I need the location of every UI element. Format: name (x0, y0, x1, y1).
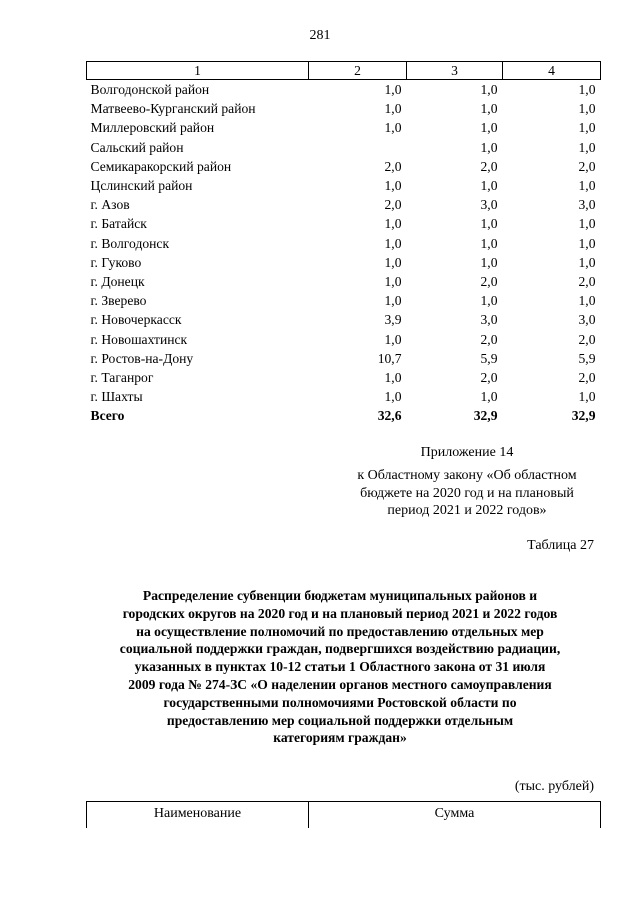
table-row (87, 253, 601, 272)
column-header-3: 3 (407, 62, 503, 80)
cell-2022: 3,0 (578, 312, 596, 328)
cell-2020: 1,0 (384, 120, 402, 136)
heading-line: категориям граждан» (273, 730, 407, 746)
cell-name: Цслинский район (90, 178, 193, 194)
allocation-table (86, 61, 601, 426)
cell-2021: 1,0 (480, 178, 498, 194)
cell-2021: 3,0 (480, 197, 498, 213)
column-header-name: Наименование (87, 802, 309, 829)
cell-2021: 1,0 (480, 120, 498, 136)
appendix-line: к Областному закону «Об областном (357, 468, 577, 483)
cell-name: г. Батайск (90, 216, 147, 232)
heading-line: социальной поддержки граждан, подвергшихся воздействию радиации, (119, 641, 561, 657)
column-header-4: 4 (503, 62, 601, 80)
table-body (87, 80, 601, 426)
cell-2020: 1,0 (384, 101, 402, 117)
cell-2022: 32,9 (571, 408, 596, 424)
heading-line: 2009 года № 274-ЗС «О наделении органов местного самоуправления (128, 676, 552, 692)
cell-2021: 1,0 (480, 293, 498, 309)
cell-2020: 1,0 (384, 293, 402, 309)
cell-2022: 1,0 (578, 120, 596, 136)
cell-2020: 1,0 (384, 235, 402, 251)
cell-2021: 1,0 (480, 254, 498, 270)
cell-2020: 1,0 (384, 178, 402, 194)
table-header-row (87, 62, 601, 80)
column-header-2: 2 (309, 62, 407, 80)
cell-2022: 1,0 (578, 235, 596, 251)
cell-2022: 1,0 (578, 139, 596, 155)
table-row (87, 368, 601, 387)
cell-name: Волгодонской район (90, 82, 210, 97)
cell-name: Семикаракорский район (90, 158, 232, 174)
cell-name: г. Зверево (90, 293, 147, 309)
total-row (87, 406, 601, 425)
cell-name: г. Шахты (90, 389, 143, 405)
cell-name: г. Новочеркасск (90, 312, 182, 328)
table-row (87, 99, 601, 118)
cell-2020: 32,6 (377, 408, 402, 424)
cell-2022: 3,0 (578, 197, 596, 213)
table-row (87, 138, 601, 157)
column-header-1: 1 (87, 62, 309, 80)
cell-2020: 1,0 (384, 254, 402, 270)
table-row (87, 195, 601, 214)
cell-2020: 1,0 (384, 274, 402, 290)
cell-name: г. Таганрог (90, 370, 154, 386)
cell-2021: 3,0 (480, 312, 498, 328)
cell-2021: 2,0 (480, 331, 498, 347)
appendix-title: Приложение 14 (420, 445, 514, 460)
cell-2021: 1,0 (480, 389, 498, 405)
table-row (87, 118, 601, 137)
cell-name: г. Азов (90, 197, 130, 213)
cell-name: г. Ростов-на-Дону (90, 350, 194, 366)
cell-name: Матвеево-Курганский район (90, 101, 256, 117)
page-number: 281 (309, 28, 331, 43)
table-row (87, 387, 601, 406)
heading-line: на осуществление полномочий по предоставлению отдельных мер (136, 623, 544, 639)
cell-name: г. Волгодонск (90, 235, 170, 251)
cell-2020: 1,0 (384, 331, 402, 347)
cell-2020: 2,0 (384, 197, 402, 213)
table-header-row (87, 802, 601, 829)
column-header-sum: Сумма (309, 802, 601, 829)
cell-2022: 1,0 (578, 254, 596, 270)
cell-2020 (309, 138, 407, 157)
cell-2022: 1,0 (578, 293, 596, 309)
table-row (87, 234, 601, 253)
cell-name: Сальский район (90, 139, 184, 155)
cell-2021: 1,0 (480, 139, 498, 155)
appendix-text (340, 467, 594, 520)
table-row (87, 330, 601, 349)
cell-name: г. Донецк (90, 274, 145, 290)
cell-2022: 1,0 (578, 101, 596, 117)
cell-2021: 1,0 (480, 101, 498, 117)
cell-2021: 5,9 (480, 350, 498, 366)
table-row (87, 272, 601, 291)
cell-2021: 2,0 (480, 370, 498, 386)
cell-2021: 32,9 (473, 408, 498, 424)
cell-2022: 2,0 (578, 331, 596, 347)
cell-2020: 1,0 (384, 370, 402, 386)
heading-line: городских округов на 2020 год и на плановый период 2021 и 2022 годов (122, 605, 558, 621)
table-row (87, 349, 601, 368)
document-heading (90, 587, 590, 747)
table-row (87, 214, 601, 233)
cell-2022: 2,0 (578, 158, 596, 174)
cell-name: г. Гуково (90, 254, 142, 270)
heading-line: указанных в пунктах 10-12 статьи 1 Областного закона от 31 июля (134, 659, 546, 675)
cell-2020: 2,0 (384, 158, 402, 174)
subvention-table-header (86, 801, 601, 828)
cell-name: Миллеровский район (90, 120, 215, 136)
cell-2022: 2,0 (578, 370, 596, 386)
cell-2021: 1,0 (480, 216, 498, 232)
heading-line: государственными полномочиями Ростовской области по (163, 694, 517, 710)
units-label: (тыс. рублей) (514, 779, 594, 794)
table-row (87, 310, 601, 329)
cell-name: Всего (90, 408, 125, 424)
cell-name: г. Новошахтинск (90, 331, 188, 347)
cell-2021: 1,0 (480, 235, 498, 251)
table-row (87, 80, 601, 100)
heading-line: предоставлению мер социальной поддержки отдельным (166, 712, 514, 728)
appendix-line: период 2021 и 2022 годов» (387, 503, 547, 518)
cell-2021: 2,0 (480, 158, 498, 174)
cell-2020: 1,0 (384, 82, 402, 97)
cell-2020: 1,0 (384, 389, 402, 405)
table-row (87, 176, 601, 195)
cell-2022: 2,0 (578, 274, 596, 290)
table-number: Таблица 27 (527, 538, 594, 553)
table-row (87, 291, 601, 310)
appendix-line: бюджете на 2020 год и на плановый (360, 485, 574, 501)
cell-2020: 3,9 (384, 312, 402, 328)
cell-2022: 1,0 (578, 82, 596, 97)
cell-2022: 5,9 (578, 350, 596, 366)
cell-2020: 1,0 (384, 216, 402, 232)
cell-2021: 1,0 (480, 82, 498, 97)
cell-2020: 10,7 (377, 350, 402, 366)
cell-2022: 1,0 (578, 178, 596, 194)
cell-2022: 1,0 (578, 389, 596, 405)
table-row (87, 157, 601, 176)
heading-line: Распределение субвенции бюджетам муниципальных районов и (142, 588, 538, 603)
cell-2022: 1,0 (578, 216, 596, 232)
cell-2021: 2,0 (480, 274, 498, 290)
